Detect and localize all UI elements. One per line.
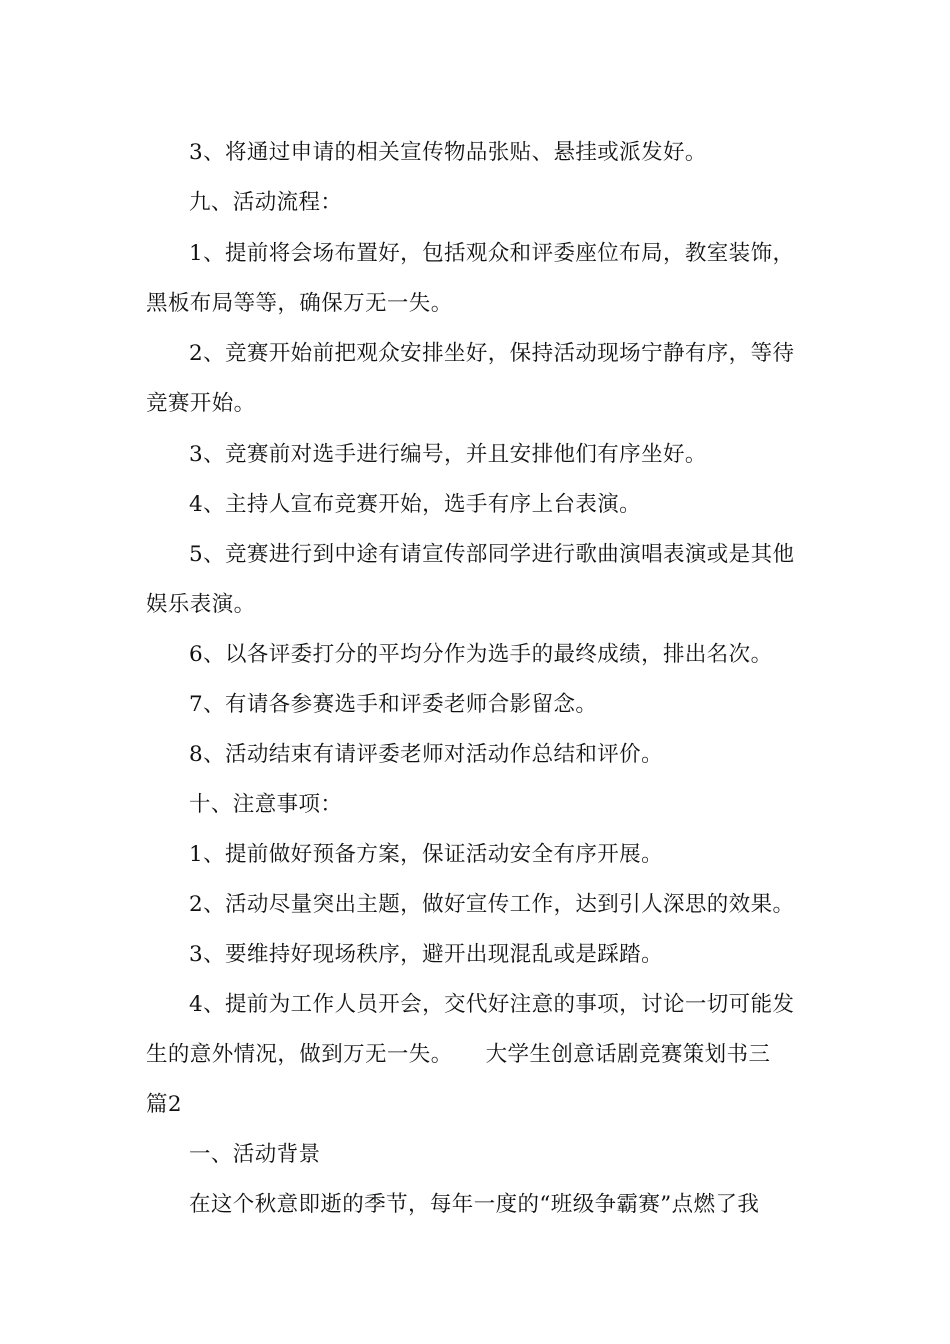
paragraph-line: 4、提前为工作人员开会，交代好注意的事项，讨论一切可能发	[189, 992, 795, 1017]
paragraph-line: 篇2	[146, 1092, 182, 1117]
paragraph-line: 生的意外情况，做到万无一失。 大学生创意话剧竞赛策划书三	[146, 1042, 771, 1067]
paragraph-line: 2、活动尽量突出主题，做好宣传工作，达到引人深思的效果。	[189, 892, 795, 917]
paragraph-line: 娱乐表演。	[146, 592, 256, 617]
paragraph-line: 1、提前将会场布置好，包括观众和评委座位布局，教室装饰，	[189, 241, 795, 266]
section-heading: 九、活动流程：	[189, 190, 343, 215]
paragraph-line: 黑板布局等等，确保万无一失。	[146, 291, 453, 316]
paragraph-line: 5、竞赛进行到中途有请宣传部同学进行歌曲演唱表演或是其他	[189, 542, 795, 567]
paragraph-line: 3、要维持好现场秩序，避开出现混乱或是踩踏。	[189, 942, 663, 967]
paragraph-line: 竞赛开始。	[146, 391, 256, 416]
paragraph-line: 在这个秋意即逝的季节，每年一度的“班级争霸赛”点燃了我	[189, 1192, 760, 1217]
paragraph-line: 3、竞赛前对选手进行编号，并且安排他们有序坐好。	[189, 442, 707, 467]
paragraph-line: 6、以各评委打分的平均分作为选手的最终成绩，排出名次。	[189, 642, 773, 667]
section-heading: 一、活动背景	[189, 1142, 321, 1167]
paragraph-line: 3、将通过申请的相关宣传物品张贴、悬挂或派发好。	[189, 140, 707, 165]
paragraph-line: 1、提前做好预备方案，保证活动安全有序开展。	[189, 842, 663, 867]
paragraph-line: 8、活动结束有请评委老师对活动作总结和评价。	[189, 742, 663, 767]
section-heading: 十、注意事项：	[189, 792, 343, 817]
paragraph-line: 2、竞赛开始前把观众安排坐好，保持活动现场宁静有序，等待	[189, 341, 795, 366]
paragraph-line: 7、有请各参赛选手和评委老师合影留念。	[189, 692, 598, 717]
paragraph-line: 4、主持人宣布竞赛开始，选手有序上台表演。	[189, 492, 642, 517]
